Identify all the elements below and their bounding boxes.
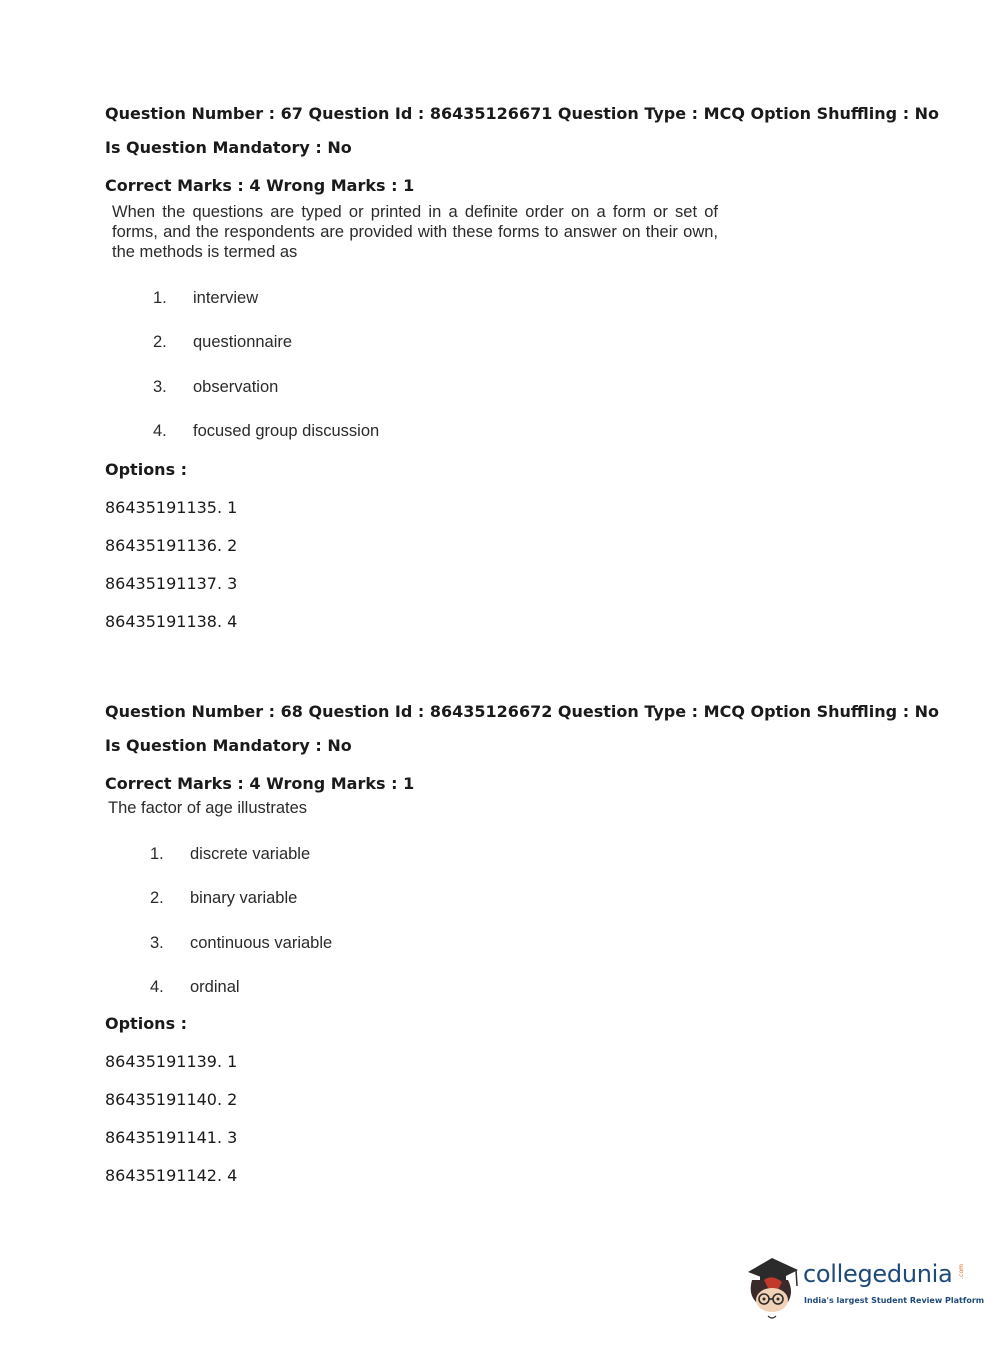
logo-tagline: India's largest Student Review Platform <box>804 1296 985 1305</box>
collegedunia-logo <box>742 1250 985 1320</box>
question-text: The factor of age illustrates <box>108 799 308 817</box>
mascot-icon <box>742 1250 800 1320</box>
logo-wordmark: collegedunia <box>803 1260 953 1288</box>
options-label: Options : <box>105 460 188 479</box>
option-id: 86435191138. 4 <box>105 612 238 631</box>
logo-tld: .com <box>958 1264 965 1279</box>
choice-number: 2. <box>150 889 164 908</box>
question-block-68 <box>105 698 965 1186</box>
choice-label: continuous variable <box>190 933 333 952</box>
choice-label: ordinal <box>190 978 240 997</box>
mandatory-line: Is Question Mandatory : No <box>105 138 352 157</box>
choice-item <box>150 832 965 877</box>
choice-item <box>153 410 965 455</box>
choice-list <box>150 832 965 1010</box>
choice-number: 3. <box>153 377 167 396</box>
choice-label: interview <box>193 288 259 307</box>
option-id: 86435191140. 2 <box>105 1090 238 1109</box>
choice-item <box>153 365 965 410</box>
option-id: 86435191137. 3 <box>105 574 238 593</box>
option-id: 86435191142. 4 <box>105 1166 238 1185</box>
choice-number: 4. <box>153 422 167 441</box>
choice-item <box>153 321 965 366</box>
question-header: Question Number : 67 Question Id : 86435126671 Question Type : MCQ Option Shuffling : No <box>105 104 940 123</box>
choice-item <box>150 877 965 922</box>
choice-number: 2. <box>153 333 167 352</box>
option-id: 86435191141. 3 <box>105 1128 238 1147</box>
option-id: 86435191139. 1 <box>105 1052 238 1071</box>
choice-item <box>153 276 965 321</box>
choice-label: discrete variable <box>190 844 311 863</box>
marks-line: Correct Marks : 4 Wrong Marks : 1 <box>105 176 415 195</box>
marks-line: Correct Marks : 4 Wrong Marks : 1 <box>105 774 415 793</box>
choice-label: questionnaire <box>193 333 293 352</box>
question-block-67 <box>105 100 965 632</box>
choice-item <box>150 966 965 1011</box>
option-id: 86435191135. 1 <box>105 498 238 517</box>
choice-label: focused group discussion <box>193 422 380 441</box>
option-id: 86435191136. 2 <box>105 536 238 555</box>
choice-label: observation <box>193 377 279 396</box>
options-label: Options : <box>105 1014 188 1033</box>
choice-number: 4. <box>150 978 164 997</box>
mandatory-line: Is Question Mandatory : No <box>105 736 352 755</box>
choice-number: 1. <box>150 844 164 863</box>
choice-item <box>150 921 965 966</box>
choice-list <box>153 276 965 454</box>
question-header: Question Number : 68 Question Id : 86435126672 Question Type : MCQ Option Shuffling : No <box>105 702 940 721</box>
choice-number: 1. <box>153 288 167 307</box>
choice-label: binary variable <box>190 889 298 908</box>
question-text: When the questions are typed or printed in a definite order on a form or set of forms, and the respondents are provided with these forms to answer on their own, the methods is termed as <box>112 203 718 261</box>
choice-number: 3. <box>150 933 164 952</box>
